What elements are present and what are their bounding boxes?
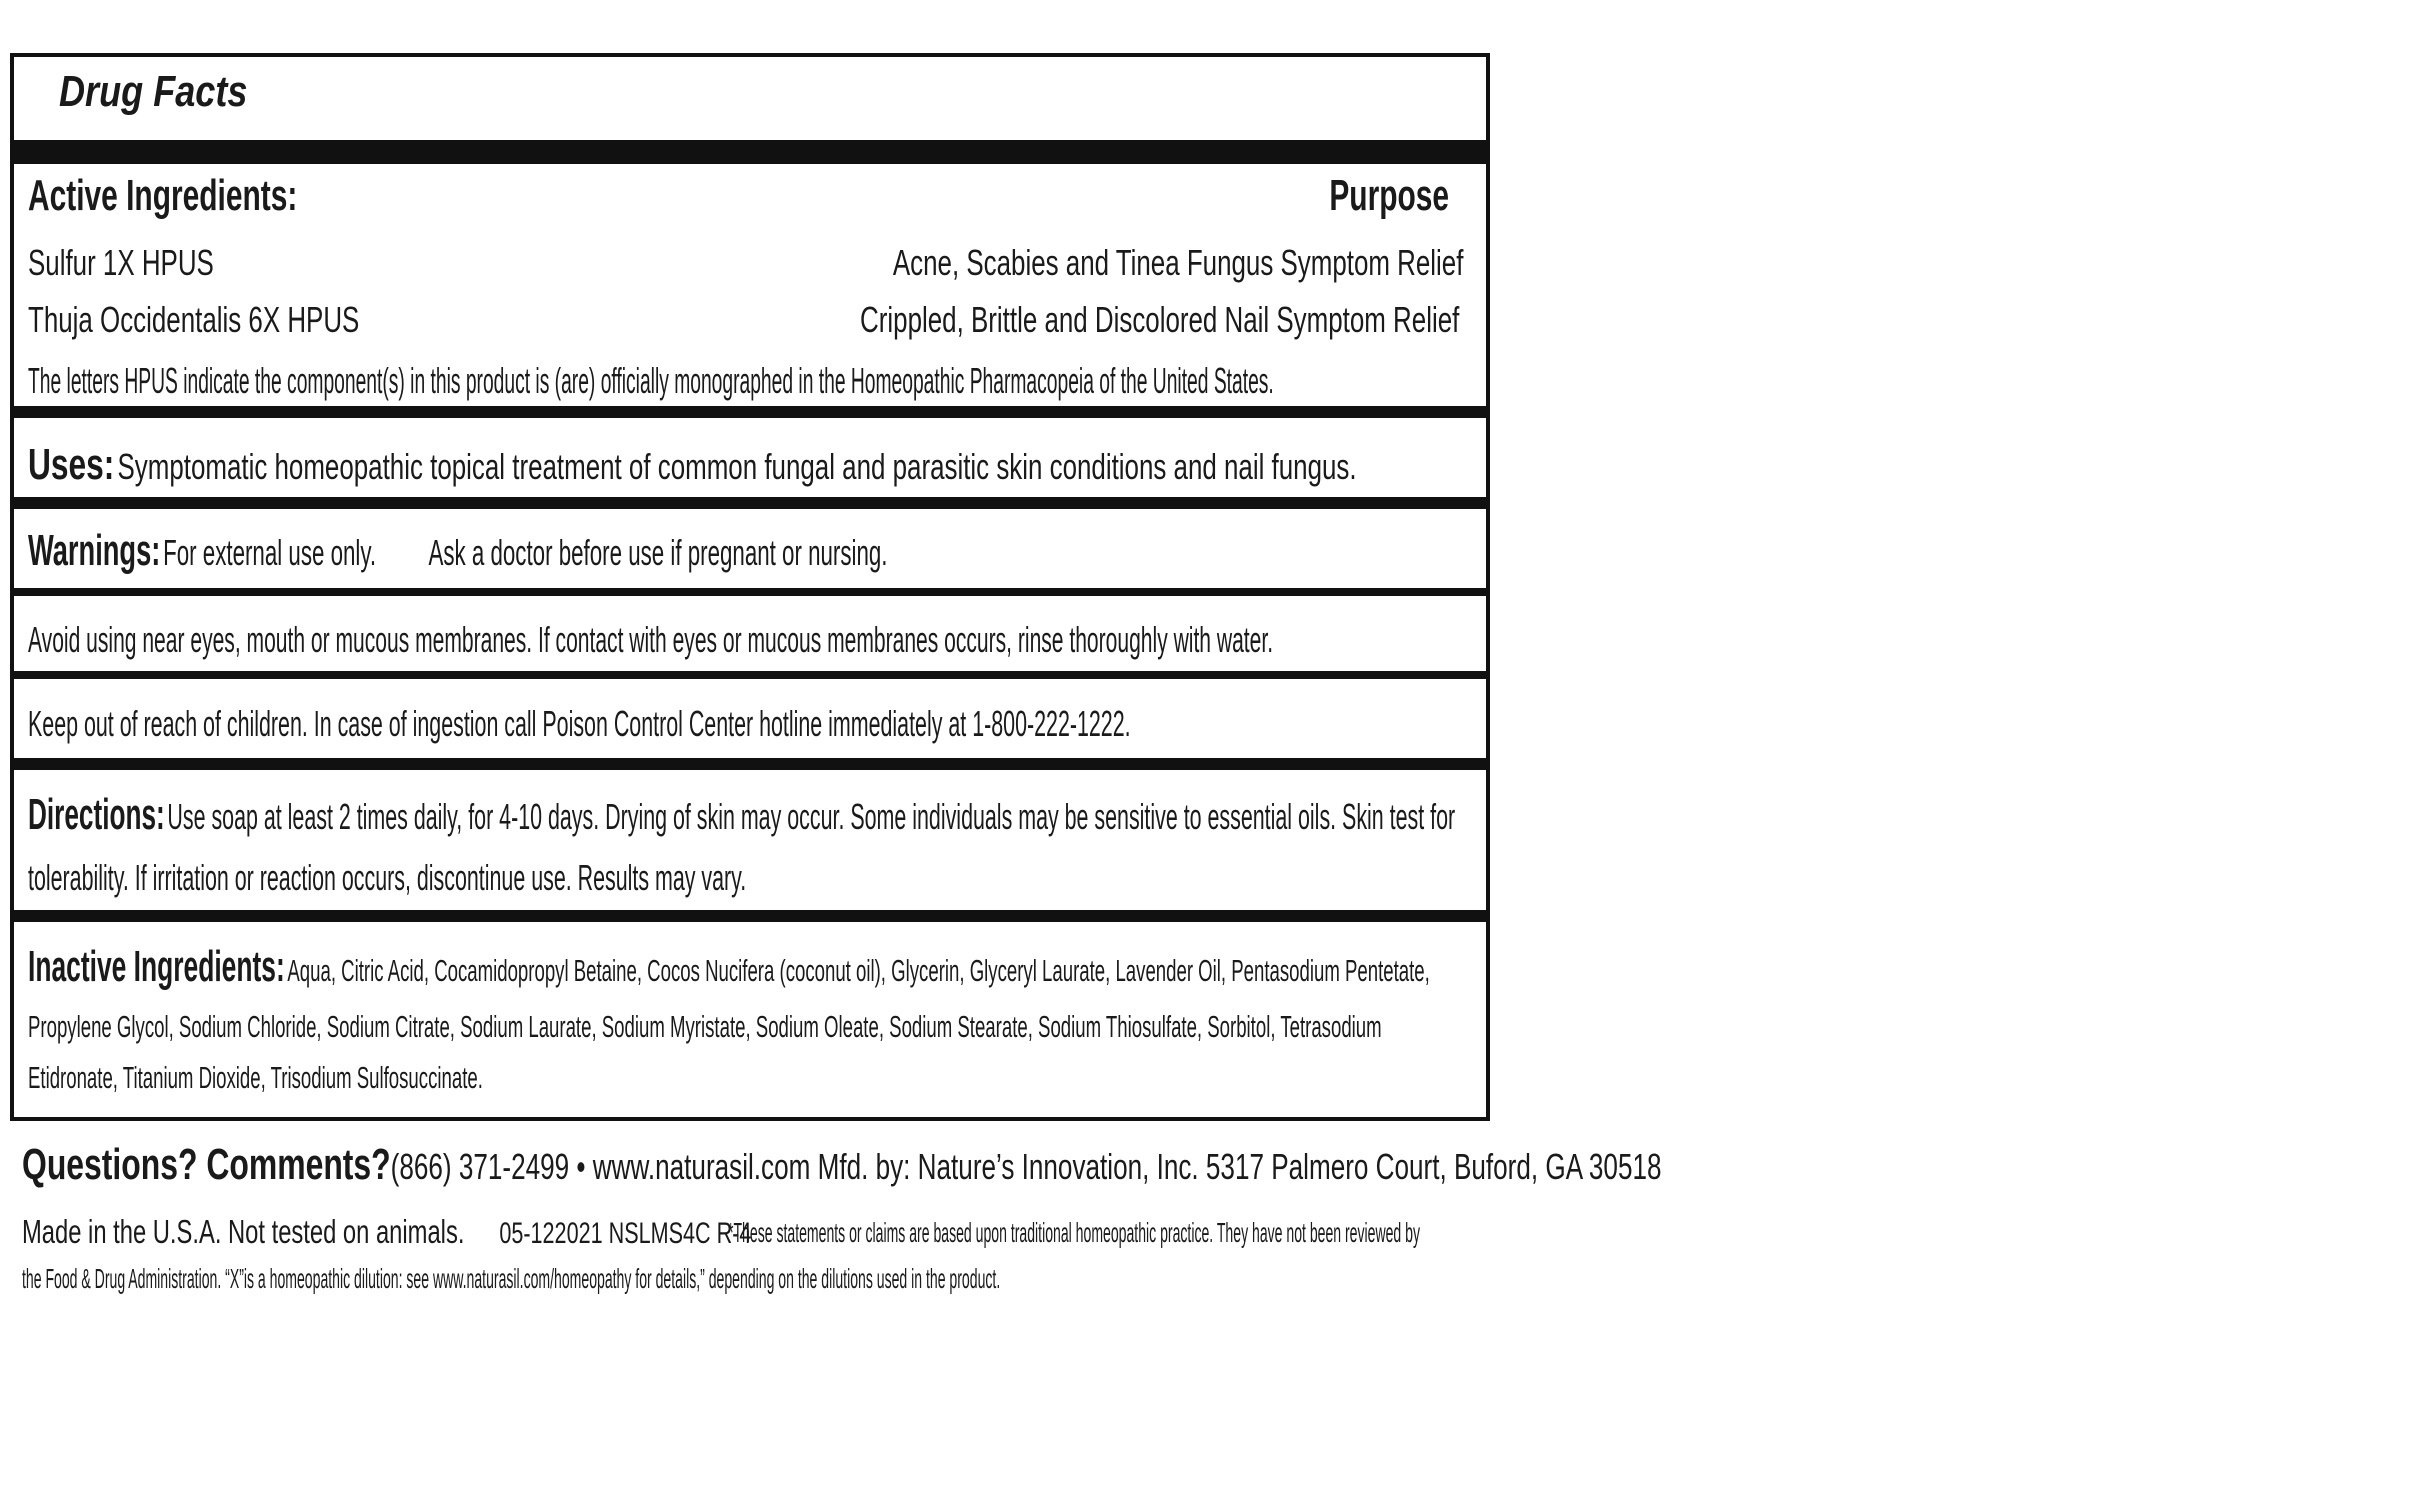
avoid-contact-warning: Avoid using near eyes, mouth or mucous membranes. If contact with eyes or mucous membranes occurs, rinse thoroughly with water. [28, 619, 1274, 660]
disclaimer-text-1: *These statements or claims are based upon traditional homeopathic practice. They have not been reviewed by [728, 1217, 1421, 1248]
questions-line [22, 1140, 1661, 1190]
avoid-row [28, 619, 1463, 661]
directions-text-2: tolerability. If irritation or reaction occurs, discontinue use. Results may vary. [28, 857, 747, 898]
title-divider [14, 140, 1486, 164]
warnings-divider [14, 588, 1486, 596]
directions-heading: Directions: [28, 790, 165, 839]
drug-facts-title: Drug Facts [59, 67, 248, 116]
made-in-row [22, 1213, 1492, 1251]
active-ingredient-purpose: Crippled, Brittle and Discolored Nail Symptom Relief [859, 299, 1459, 340]
inactive-ingredients-heading: Inactive Ingredients: [28, 942, 285, 991]
disclaimer-row-2 [22, 1263, 1492, 1295]
warnings-pregnant-nursing: Ask a doctor before use if pregnant or nursing. [428, 532, 888, 573]
keep-out-row [28, 703, 1463, 745]
directions-divider [14, 910, 1486, 922]
uses-divider [14, 497, 1486, 509]
directions-row [28, 790, 1463, 840]
keep-out-divider [14, 758, 1486, 770]
questions-heading: Questions? Comments? [22, 1140, 391, 1189]
uses-heading: Uses: [28, 440, 115, 489]
active-ingredient-purpose: Acne, Scabies and Tinea Fungus Symptom Relief [892, 242, 1463, 283]
uses-row [28, 440, 1463, 490]
inactive-ingredients-text-2: Propylene Glycol, Sodium Chloride, Sodium Citrate, Sodium Laurate, Sodium Myristate, Sodium Oleate, Sodium Stearate, Sodium Thiosulfate, Sorbitol, Tetrasodium [28, 1009, 1382, 1044]
inactive-row-1 [28, 942, 1463, 992]
disclaimer-text-2: the Food & Drug Administration. “X”is a homeopathic dilution: see www.naturasil.com/homeopathy for details,” depending on the dilutions used in the product. [22, 1263, 1001, 1294]
warnings-external-use: For external use only. [163, 532, 377, 573]
warnings-heading: Warnings: [28, 526, 161, 575]
inactive-row-3 [28, 1060, 1463, 1096]
keep-out-of-reach-warning: Keep out of reach of children. In case of ingestion call Poison Control Center hotline immediately at 1-800-222-1222. [28, 703, 1131, 744]
product-code: 05-122021 NSLMS4C R-4 [499, 1217, 752, 1250]
active-section-divider [14, 406, 1486, 418]
inactive-line-1 [28, 942, 1430, 992]
warnings-line [28, 526, 888, 576]
active-ingredient-name: Sulfur 1X HPUS [28, 242, 214, 283]
warnings-row [28, 526, 1463, 576]
questions-row [22, 1140, 1662, 1190]
inactive-row-2 [28, 1009, 1463, 1045]
inactive-ingredients-text-1: Aqua, Citric Acid, Cocamidopropyl Betaine, Cocos Nucifera (coconut oil), Glycerin, Glyceryl Laurate, Lavender Oil, Pentasodium Pentetate, [287, 953, 1430, 988]
active-ingredient-row [28, 299, 1463, 341]
directions-row-2 [28, 857, 1463, 899]
directions-line-1 [28, 790, 1455, 840]
inactive-ingredients-text-3: Etidronate, Titanium Dioxide, Trisodium Sulfosuccinate. [28, 1060, 483, 1095]
contact-info: (866) 371-2499 • www.naturasil.com Mfd. by: Nature’s Innovation, Inc. 5317 Palmero Court, Buford, GA 30518 [390, 1146, 1662, 1187]
uses-text: Symptomatic homeopathic topical treatment of common fungal and parasitic skin conditions and nail fungus. [117, 446, 1357, 487]
active-ingredients-heading: Active Ingredients: [28, 171, 298, 220]
directions-text-1: Use soap at least 2 times daily, for 4-10 days. Drying of skin may occur. Some individuals may be sensitive to essential oils. Skin test for [167, 796, 1456, 837]
purpose-heading: Purpose [1329, 171, 1449, 220]
made-in-line [22, 1213, 751, 1251]
avoid-divider [14, 671, 1486, 679]
active-ingredient-row [28, 242, 1463, 284]
made-in-usa: Made in the U.S.A. Not tested on animals. [22, 1213, 465, 1250]
active-ingredients-header-row [28, 171, 1463, 221]
drug-facts-panel [10, 53, 1490, 1121]
hpus-note-row [28, 360, 1463, 402]
hpus-note: The letters HPUS indicate the component(s) in this product is (are) officially monographed in the Homeopathic Pharmacopeia of the United States. [28, 360, 1274, 401]
active-ingredient-name: Thuja Occidentalis 6X HPUS [28, 299, 360, 340]
uses-line [28, 440, 1357, 490]
